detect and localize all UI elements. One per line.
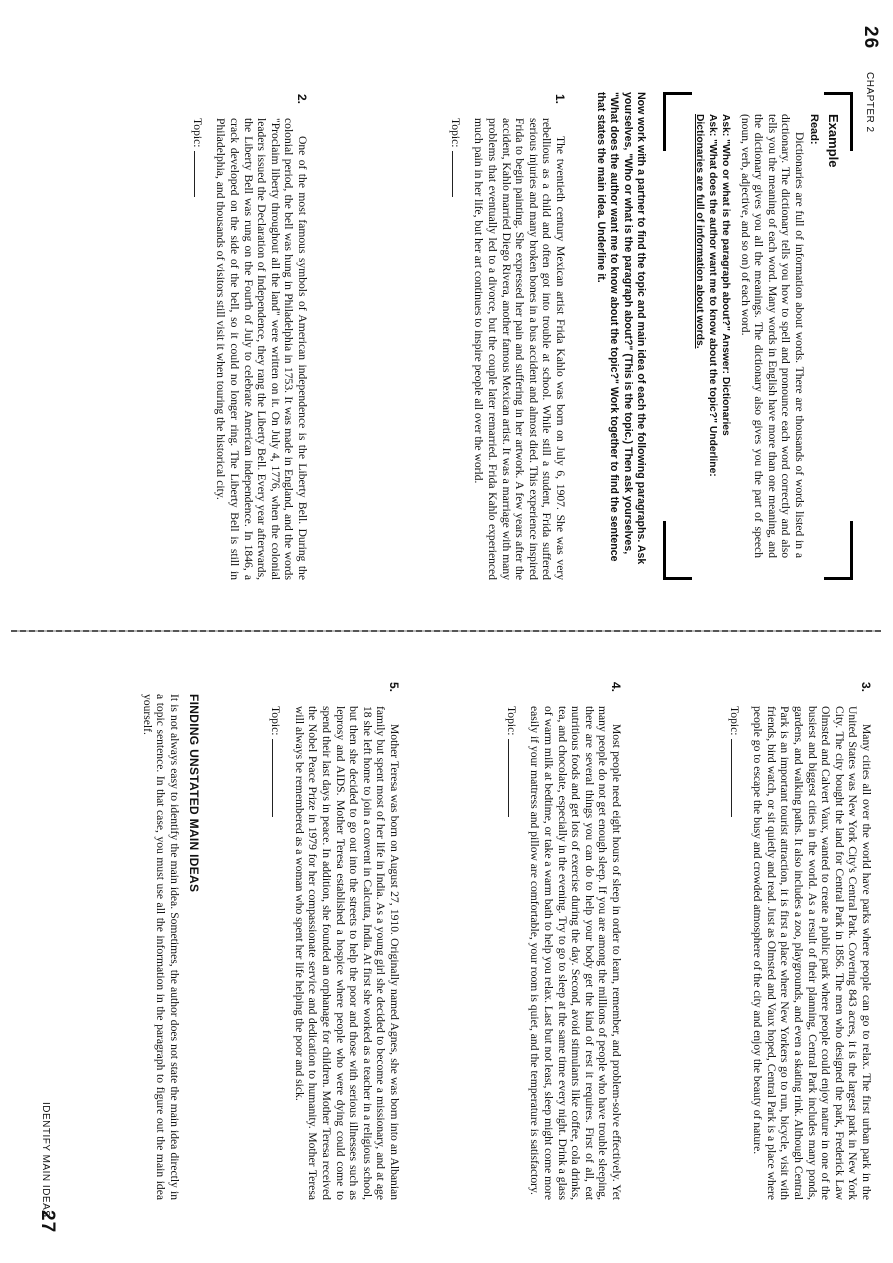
section-heading: FINDING UNSTATED MAIN IDEAS [187,694,201,893]
topic-label: Topic: [269,706,283,736]
item-number: 5. [387,682,401,693]
topic-field[interactable] [449,118,462,580]
topic-answer-line[interactable] [452,151,453,197]
running-header: CHAPTER 2 [864,72,875,133]
item-paragraph: Most people need eight hours of sleep in order to learn, remember, and problem-solve effectively. Yet many people do not get enough sleep. If you are among the millions of people who have trouble sleeping, there are several things you can do to help your body get the kind of rest it requires. First of all, eat nutritious foods and get lots of exercise during the day. Second, avoid stimulants like coffee, cola drinks, tea, and chocolate, especially in the evening. Try to go to sleep at the same time every night. Drink a glass of warm milk at bedtime, or take a warm bath to help you relax. Last but not least, sleep might come more easily if your mattress and pillow are comfortable, your room is quiet, and the temperature is satisfactory. [528,706,623,1200]
page-number: 27 [37,1210,58,1234]
example-box [663,92,853,580]
read-label: Read: [808,114,820,145]
box-corner [663,92,692,151]
underlined-main-idea: Dictionaries are full of information about words. [694,114,706,349]
topic-label: Topic: [190,118,204,148]
topic-answer-line[interactable] [272,739,273,817]
example-heading: Example [826,114,841,168]
exercise-item-1 [448,94,567,580]
example-paragraph: Dictionaries are full of information about words. There are thousands of words listed in a dictionary. The dictionary tells you how to spell and pronounce each word correctly and also tells you the meaning of each word. Many words in English have more than one meaning, and the dictionary gives you all the meanings. The dictionary also gives you the part of speech (noun, verb, adjective, and so on) of each word. [738,114,806,558]
instructions: Now work with a partner to find the topic and main idea of each the following paragraphs. Ask yourselves, "Who or what is the paragraph about?" (This is the topic.) Then ask yourselves, "What does the author want me to know about the topic?" Work together to find the sentence that states the main idea. Underline it. [594,92,647,565]
topic-field[interactable] [728,706,741,1200]
ask-main-idea: Ask: "What does the author want me to know about the topic?" Underline: [707,114,719,477]
item-paragraph: The twentieth century Mexican artist Frida Kahlo was born on July 6, 1907. She was very rebellious as a child and often got into trouble at school. While still a student, Frida suffered serious injuries and many broken bones in a bus accident and almost died. This experience inspired Frida to begin painting. She expressed her pain and suffering in her artwork. A few years after the accident, Kahlo married Diego Rivera, another famous Mexican artist. It was a marriage with many problems that eventually led to a divorce, but the couple later remarried. Frida Kahlo experienced much pain in her life, but her art continues to inspire people all over the world. [472,118,567,580]
item-paragraph: One of the most famous symbols of American independence is the Liberty Bell. During the colonial period, the bell was hung in Philadelphia in 1753. It was made in England, and the words "Proclaim liberty throughout all the land" were written on it. On July 4, 1776, when the colonial leaders issued the Declaration of Independence, they rang the Liberty Bell. Every year afterwards, the Liberty Bell was rung on the Fourth of July to celebrate American independence. In 1846, a crack developed on the side of the bell, so it could no longer ring. The Liberty Bell is still in Philadelphia, and thousands of visitors still visit it when touring the historical city. [214,118,309,580]
page-number: 26 [860,26,881,50]
item-paragraph: Many cities all over the world have parks where people can go to relax. The first urban park in the United States was New York City's Central Park. Covering 843 acres, it is the largest park in New York City. The city bought the land for Central Park in 1856. The men who designed the park, Frederick Law Olmsted and Calvert Vaux, wanted to create a public park where people could enjoy nature in one of the busiest and biggest cities in the world. As a result of their planning, Central Park includes many ponds, gardens, and walking paths. It also includes a zoo, playgrounds, and even a skating rink. Although Central Park is an important tourist attraction, it is first a place where New Yorkers go to run, bicycle, visit with friends, bird watch, or sit quietly and read. Just as Olmsted and Vaux hoped, Central Park is a place where people go to escape the busy and crowded atmosphere of the city and enjoy the beauty of nature. [751,706,873,1200]
item-number: 1. [553,94,567,105]
running-header: IDENTIFY MAIN IDEAS [40,1102,51,1218]
topic-label: Topic: [727,706,741,736]
exercise-item-3 [727,682,873,1200]
topic-answer-line[interactable] [731,739,732,817]
ask-topic: Ask: "Who or what is the paragraph about?" Answer: Dictionaries [720,114,732,436]
topic-field[interactable] [191,118,204,580]
exercise-item-4 [504,682,623,1200]
topic-field[interactable] [269,706,282,1200]
item-number: 3. [859,682,873,693]
exercise-item-2 [190,94,309,580]
box-corner [663,521,692,580]
topic-label: Topic: [504,706,518,736]
topic-answer-line[interactable] [508,739,509,817]
topic-answer-line[interactable] [194,151,195,197]
page-right [0,632,893,1263]
topic-label: Topic: [448,118,462,148]
item-number: 4. [609,682,623,693]
exercise-item-5 [269,682,401,1200]
item-number: 2. [295,94,309,105]
topic-field[interactable] [505,706,518,1200]
item-paragraph: Mother Teresa was born on August 27, 1910. Originally named Agnes, she was born into an Albanian family but spent most of her life in India. As a young girl she decided to become a missionary, and at age 18 she left home to join a convent in Calcutta, India. At first she worked as a teacher in a religious school, but then she decided to go out into the streets to help the poor and those with serious illnesses such as leprosy and AIDS. Mother Teresa established a hospice where people who were dying could come to spend their last days in peace. In addition, she founded an orphanage for children. Mother Teresa received the Nobel Peace Prize in 1979 for her compassionate service and dedication to humanity. Mother Teresa will always be remembered as a woman who spent her life helping the poor and sick. [292,706,401,1200]
section-paragraph: It is not always easy to identify the main idea. Sometimes, the author does not state the main idea directly in a topic sentence. In that case, you must use all the information in the paragraph to figure out the main idea yourself. [140,694,181,1200]
